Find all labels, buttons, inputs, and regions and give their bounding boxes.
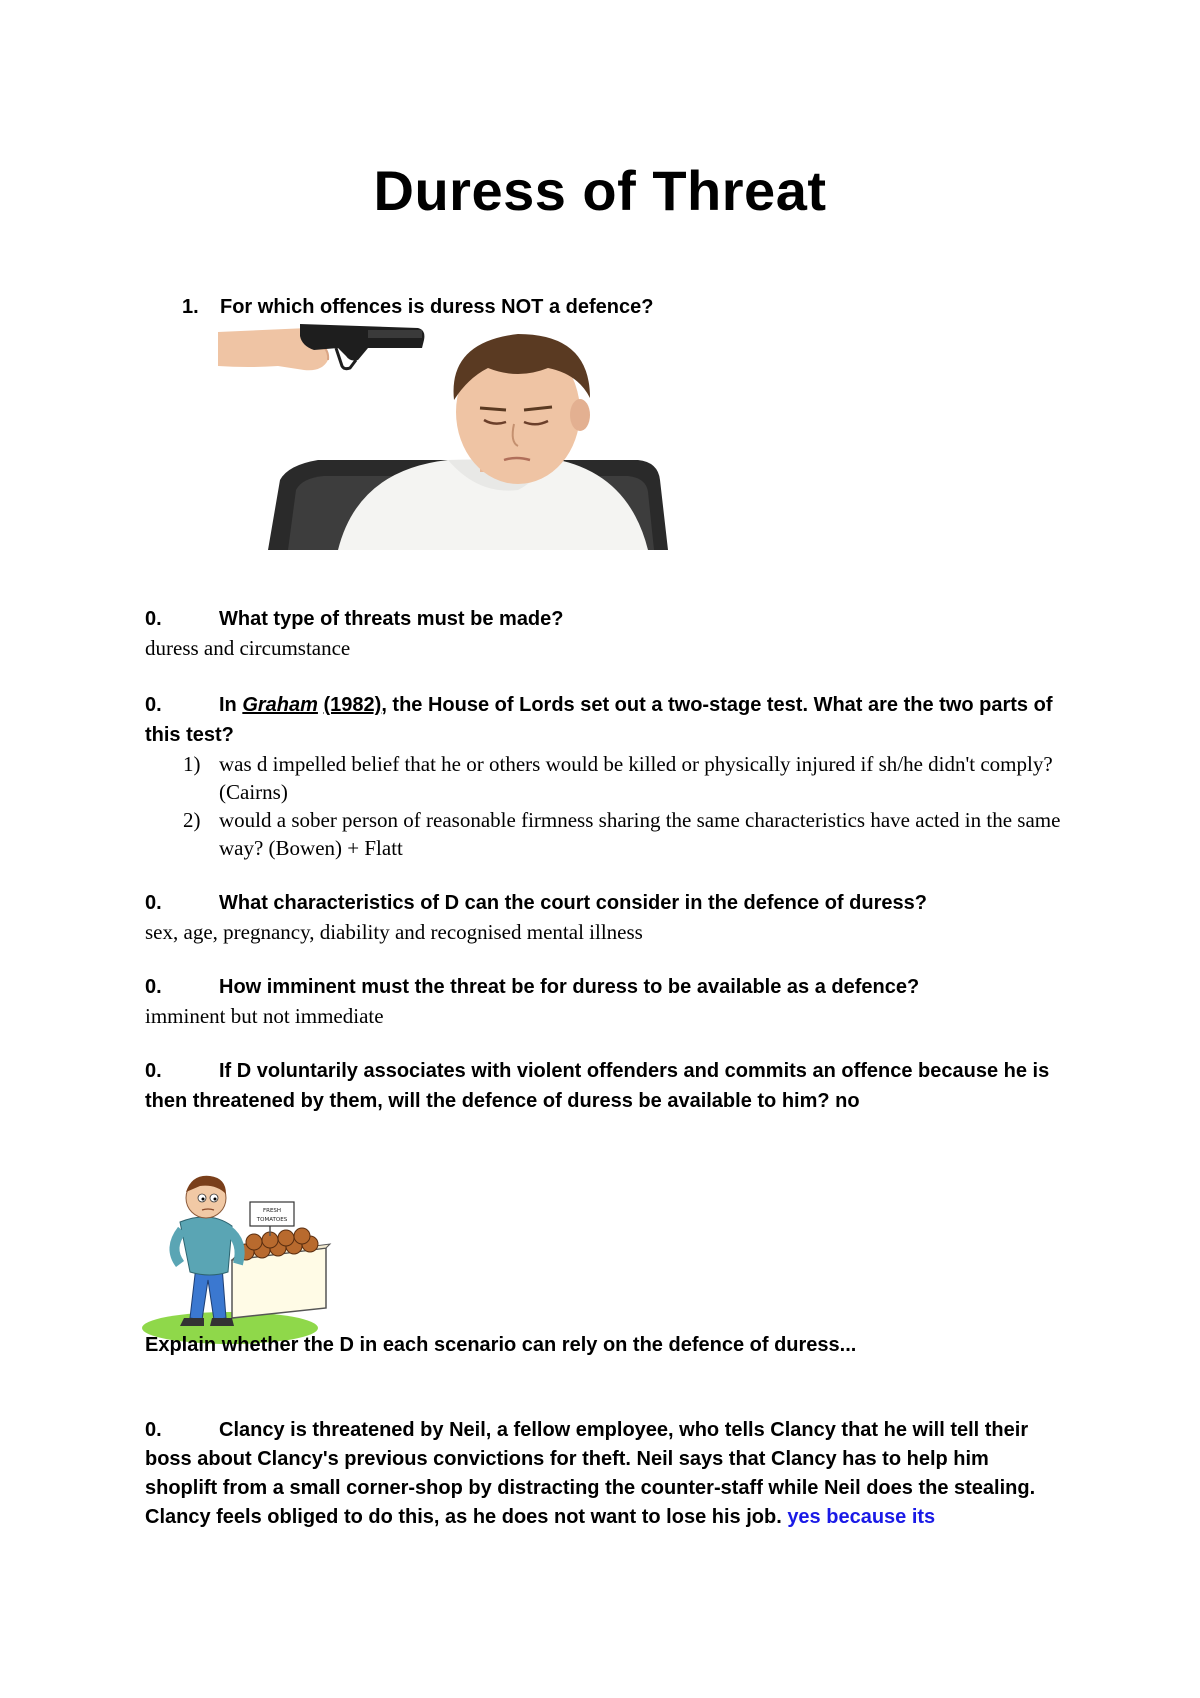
question-number: 0. — [145, 892, 162, 914]
list-text: would a sober person of reasonable firmness sharing the same characteristics have acted in the same way? (Bowen) + Flatt — [219, 808, 1061, 860]
question-text-post: , the House of Lords set out a two-stage test. What are the two parts of this test? — [145, 694, 1053, 746]
svg-text:TOMATOES: TOMATOES — [256, 1217, 288, 1223]
question-7 — [145, 1416, 1065, 1532]
answer-4: sex, age, pregnancy, diability and recognised mental illness — [145, 920, 643, 944]
question-text: What type of threats must be made? — [219, 608, 564, 630]
question-text: Clancy is threatened by Neil, a fellow employee, who tells Clancy that he will tell their boss about Clancy's previous convictions for theft. Neil says that Clancy has to help him shoplift from a small corner-shop by distracting the counter-staff while Neil does the stealing. Clancy feels obliged to do this, as he does not want to lose his job. — [145, 1419, 1036, 1528]
answer-2: duress and circumstance — [145, 636, 351, 660]
svg-text:FRESH: FRESH — [262, 1208, 282, 1214]
list-text: was d impelled belief that he or others would be killed or physically injured if sh/he didn't comply? (Cairns) — [219, 752, 1053, 804]
question-3 — [145, 690, 1065, 750]
question-4 — [145, 888, 1065, 918]
case-year: (1982) — [323, 694, 382, 716]
question-text: If D voluntarily associates with violent offenders and commits an offence because he is then threatened by them, will the defence of duress be available to him? no — [145, 1060, 1050, 1112]
question-number: 0. — [145, 1419, 162, 1441]
answer-7: yes because its — [787, 1506, 936, 1528]
question-text: For which offences is duress NOT a defence? — [220, 296, 654, 318]
page-title: Duress of Threat — [373, 159, 827, 222]
question-number: 1. — [182, 296, 199, 318]
case-name: Graham — [242, 694, 318, 716]
question-6 — [145, 1056, 1065, 1116]
shoplifter-cartoon — [140, 1168, 332, 1344]
question-text: How imminent must the threat be for duress to be available as a defence? — [219, 976, 920, 998]
question-number: 0. — [145, 976, 162, 998]
scenario-instruction: Explain whether the D in each scenario can rely on the defence of duress... — [145, 1334, 857, 1356]
question-number: 0. — [145, 1060, 162, 1082]
gun-threat-illustration — [218, 320, 690, 550]
question-5 — [145, 972, 1065, 1002]
test-part-2 — [183, 806, 1063, 862]
question-number: 0. — [145, 694, 162, 716]
list-number: 1) — [183, 752, 201, 776]
question-2 — [145, 604, 1065, 634]
question-1 — [182, 292, 1102, 322]
question-text-pre: In — [219, 694, 243, 716]
question-text: What characteristics of D can the court consider in the defence of duress? — [219, 892, 927, 914]
test-part-1 — [183, 750, 1063, 806]
question-number: 0. — [145, 608, 162, 630]
answer-5: imminent but not immediate — [145, 1004, 384, 1028]
list-number: 2) — [183, 808, 201, 832]
